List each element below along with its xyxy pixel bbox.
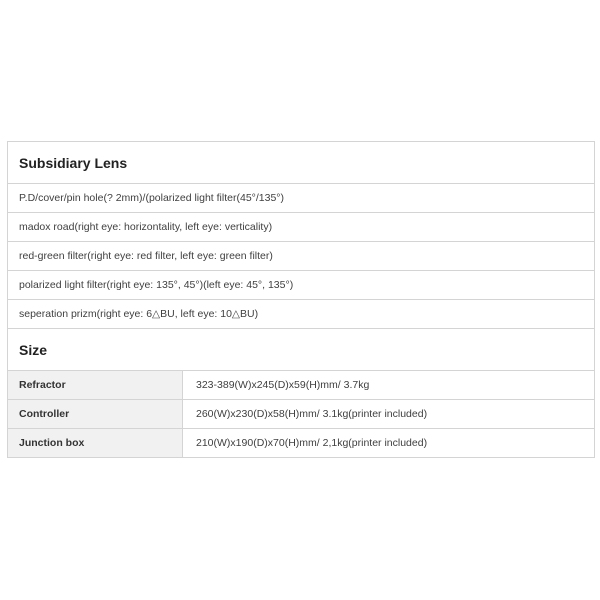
subsidiary-lens-item: polarized light filter(right eye: 135°, 45°)(left eye: 45°, 135°) — [8, 271, 595, 300]
size-row-label: Junction box — [8, 429, 183, 458]
subsidiary-lens-title: Subsidiary Lens — [8, 142, 595, 184]
subsidiary-lens-header-row — [8, 142, 595, 184]
size-header-row — [8, 329, 595, 371]
size-row-value: 323-389(W)x245(D)x59(H)mm/ 3.7kg — [183, 371, 595, 400]
size-title: Size — [8, 329, 595, 371]
subsidiary-lens-item: P.D/cover/pin hole(? 2mm)/(polarized light filter(45°/135°) — [8, 184, 595, 213]
list-item — [8, 300, 595, 329]
spec-table — [7, 141, 595, 458]
list-item — [8, 184, 595, 213]
list-item — [8, 242, 595, 271]
size-row-value: 210(W)x190(D)x70(H)mm/ 2,1kg(printer included) — [183, 429, 595, 458]
size-row-label: Refractor — [8, 371, 183, 400]
subsidiary-lens-item: seperation prizm(right eye: 6△BU, left eye: 10△BU) — [8, 300, 595, 329]
size-row-value: 260(W)x230(D)x58(H)mm/ 3.1kg(printer included) — [183, 400, 595, 429]
size-row-label: Controller — [8, 400, 183, 429]
list-item — [8, 271, 595, 300]
subsidiary-lens-item: red-green filter(right eye: red filter, left eye: green filter) — [8, 242, 595, 271]
table-row — [8, 371, 595, 400]
table-row — [8, 429, 595, 458]
subsidiary-lens-item: madox road(right eye: horizontality, left eye: verticality) — [8, 213, 595, 242]
list-item — [8, 213, 595, 242]
table-row — [8, 400, 595, 429]
